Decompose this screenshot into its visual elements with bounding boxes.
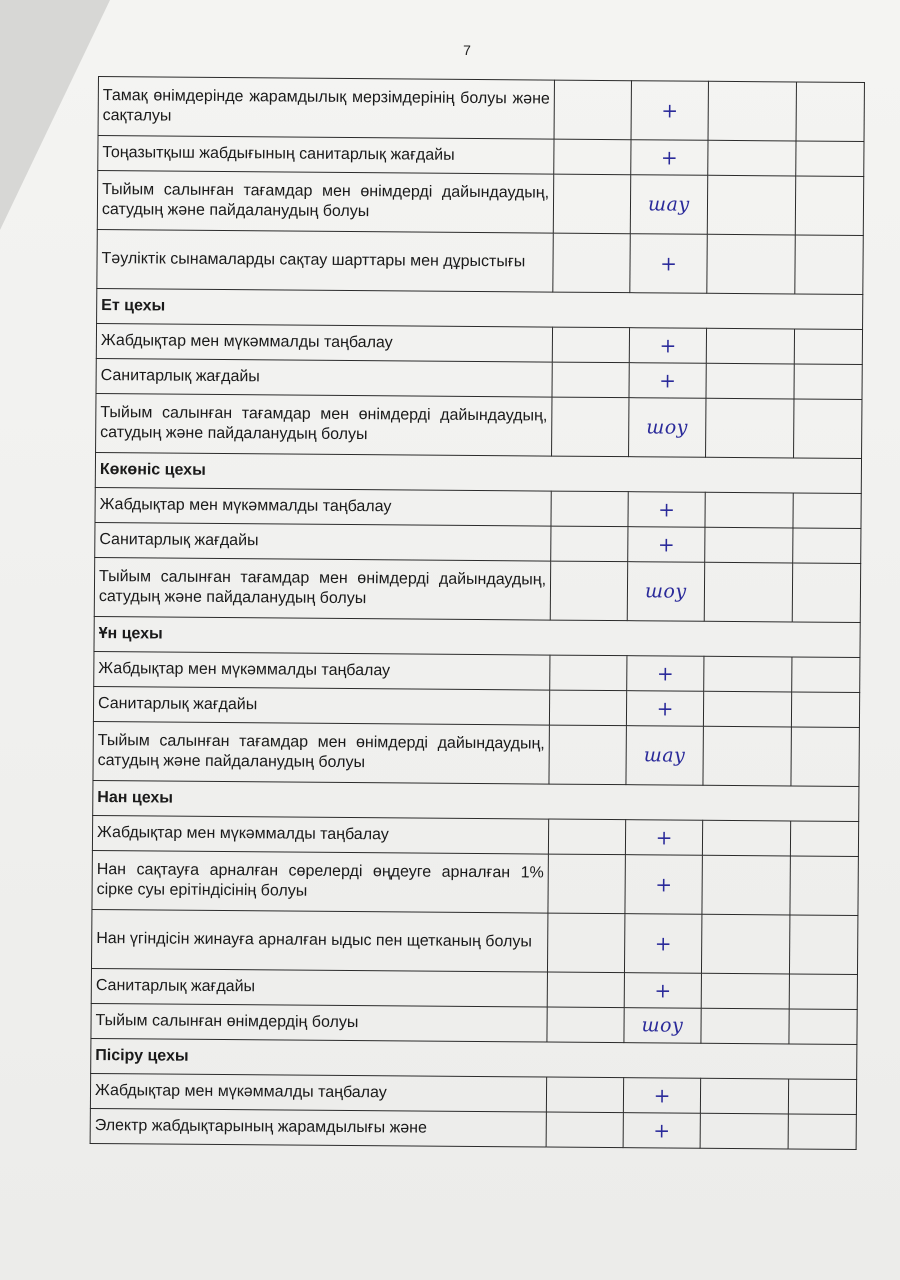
empty-cell: [700, 1113, 788, 1149]
handwritten-mark: +: [630, 234, 707, 294]
empty-cell: [703, 726, 791, 786]
empty-cell: [554, 80, 631, 140]
criterion-text: Жабдықтар мен мүкәммалды таңбалау: [94, 651, 550, 690]
empty-cell: [553, 233, 630, 293]
checklist-row: [90, 1108, 856, 1149]
checklist-sheet: [90, 76, 864, 1150]
empty-cell: [549, 690, 626, 726]
empty-cell: [550, 655, 627, 691]
checklist-row: [95, 487, 861, 528]
checklist-row: [96, 393, 862, 458]
criterion-text: Тыйым салынған тағамдар мен өнімдерді дайындаудың, сатудың және пайдаланудың болуы: [93, 721, 549, 784]
empty-cell: [793, 493, 861, 529]
criterion-text: Санитарлық жағдайы: [91, 968, 547, 1007]
criterion-text: Нан сақтауға арналған сөрелерді өңдеуге арналған 1% сірке суы ерітіндісінің болуы: [92, 850, 548, 913]
section-header-row: [91, 1038, 857, 1079]
handwritten-mark: шау: [630, 175, 707, 235]
checklist-row: [96, 323, 862, 364]
page-shadow: [0, 0, 110, 230]
empty-cell: [552, 397, 629, 457]
empty-cell: [794, 364, 862, 400]
checklist-row: [98, 136, 864, 177]
section-header-row: [93, 780, 859, 821]
handwritten-mark: +: [627, 656, 704, 692]
checklist-row: [97, 229, 863, 294]
empty-cell: [706, 398, 794, 458]
criterion-text: Санитарлық жағдайы: [96, 358, 552, 397]
checklist-table: [90, 76, 865, 1150]
checklist-row: [90, 1073, 856, 1114]
handwritten-mark: +: [624, 914, 701, 974]
section-header-row: [94, 616, 860, 657]
criterion-text: Нан үгіндісін жинауға арналған ыдыс пен щетканың болуы: [91, 909, 547, 972]
criterion-text: Тыйым салынған тағамдар мен өнімдерді дайындаудың, сатудың және пайдаланудың болуы: [97, 171, 553, 234]
checklist-row: [96, 358, 862, 399]
handwritten-mark: +: [626, 691, 703, 727]
criterion-text: Тыйым салынған өнімдердің болуы: [91, 1003, 547, 1042]
checklist-row: [91, 1003, 857, 1044]
checklist-row: [91, 968, 857, 1009]
handwritten-mark: шоу: [627, 562, 704, 622]
handwritten-mark: +: [628, 492, 705, 528]
empty-cell: [796, 141, 864, 177]
section-title: Нан цехы: [93, 780, 859, 821]
empty-cell: [794, 399, 862, 459]
empty-cell: [705, 492, 793, 528]
empty-cell: [789, 915, 857, 975]
criterion-text: Санитарлық жағдайы: [95, 522, 551, 561]
empty-cell: [547, 972, 624, 1008]
empty-cell: [789, 974, 857, 1010]
empty-cell: [547, 1007, 624, 1043]
empty-cell: [703, 691, 791, 727]
empty-cell: [790, 821, 858, 857]
empty-cell: [704, 656, 792, 692]
handwritten-mark: шоу: [624, 1008, 701, 1044]
checklist-row: [91, 909, 857, 974]
empty-cell: [792, 657, 860, 693]
section-title: Ет цехы: [97, 288, 863, 329]
empty-cell: [788, 1114, 856, 1150]
empty-cell: [792, 563, 860, 623]
empty-cell: [788, 1079, 856, 1115]
checklist-row: [94, 557, 860, 622]
empty-cell: [548, 819, 625, 855]
checklist-row: [93, 686, 859, 727]
empty-cell: [790, 856, 858, 916]
criterion-text: Жабдықтар мен мүкәммалды таңбалау: [90, 1073, 546, 1112]
section-header-row: [97, 288, 863, 329]
checklist-row: [92, 850, 858, 915]
empty-cell: [707, 234, 795, 294]
handwritten-mark: +: [625, 820, 702, 856]
handwritten-mark: шоу: [629, 398, 706, 458]
empty-cell: [791, 692, 859, 728]
empty-cell: [552, 362, 629, 398]
empty-cell: [552, 327, 629, 363]
empty-cell: [794, 329, 862, 365]
empty-cell: [546, 1112, 623, 1148]
checklist-row: [93, 721, 859, 786]
empty-cell: [701, 914, 789, 974]
criterion-text: Тәуліктік сынамаларды сақтау шарттары мен дұрыстығы: [97, 229, 553, 292]
empty-cell: [795, 176, 863, 236]
empty-cell: [550, 561, 627, 621]
criterion-text: Электр жабдықтарының жарамдылығы және: [90, 1108, 546, 1147]
empty-cell: [547, 913, 624, 973]
handwritten-mark: +: [628, 527, 705, 563]
checklist-row: [95, 522, 861, 563]
empty-cell: [551, 491, 628, 527]
empty-cell: [793, 528, 861, 564]
empty-cell: [796, 82, 864, 142]
criterion-text: Тыйым салынған тағамдар мен өнімдерді дайындаудың, сатудың және пайдаланудың болуы: [94, 557, 550, 620]
criterion-text: Тамақ өнімдерінде жарамдылық мерзімдерінің болуы және сақталуы: [98, 77, 554, 140]
empty-cell: [702, 820, 790, 856]
handwritten-mark: +: [624, 973, 701, 1009]
empty-cell: [548, 854, 625, 914]
handwritten-mark: +: [623, 1078, 700, 1114]
empty-cell: [701, 973, 789, 1009]
empty-cell: [701, 1008, 789, 1044]
handwritten-mark: +: [625, 855, 702, 915]
page-number: 7: [463, 42, 471, 58]
checklist-row: [97, 171, 863, 236]
empty-cell: [789, 1009, 857, 1045]
empty-cell: [549, 725, 626, 785]
empty-cell: [706, 363, 794, 399]
handwritten-mark: +: [631, 81, 708, 141]
handwritten-mark: +: [623, 1113, 700, 1149]
empty-cell: [700, 1078, 788, 1114]
empty-cell: [791, 727, 859, 787]
empty-cell: [704, 562, 792, 622]
section-header-row: [95, 452, 861, 493]
empty-cell: [706, 328, 794, 364]
criterion-text: Тыйым салынған тағамдар мен өнімдерді дайындаудың, сатудың және пайдаланудың болуы: [96, 393, 552, 456]
empty-cell: [702, 855, 790, 915]
criterion-text: Жабдықтар мен мүкәммалды таңбалау: [95, 487, 551, 526]
criterion-text: Жабдықтар мен мүкәммалды таңбалау: [92, 815, 548, 854]
handwritten-mark: +: [629, 328, 706, 364]
checklist-row: [94, 651, 860, 692]
empty-cell: [708, 140, 796, 176]
section-title: Пісіру цехы: [91, 1038, 857, 1079]
empty-cell: [708, 81, 796, 141]
criterion-text: Санитарлық жағдайы: [93, 686, 549, 725]
empty-cell: [707, 175, 795, 235]
section-title: Көкөніс цехы: [95, 452, 861, 493]
criterion-text: Жабдықтар мен мүкәммалды таңбалау: [96, 323, 552, 362]
empty-cell: [553, 174, 630, 234]
handwritten-mark: шау: [626, 726, 703, 786]
handwritten-mark: +: [629, 363, 706, 399]
checklist-row: [92, 815, 858, 856]
empty-cell: [795, 235, 863, 295]
empty-cell: [546, 1077, 623, 1113]
criterion-text: Тоңазытқыш жабдығының санитарлық жағдайы: [98, 136, 554, 175]
empty-cell: [705, 527, 793, 563]
checklist-row: [98, 77, 864, 142]
section-title: Ұн цехы: [94, 616, 860, 657]
empty-cell: [551, 526, 628, 562]
handwritten-mark: +: [631, 140, 708, 176]
empty-cell: [554, 139, 631, 175]
